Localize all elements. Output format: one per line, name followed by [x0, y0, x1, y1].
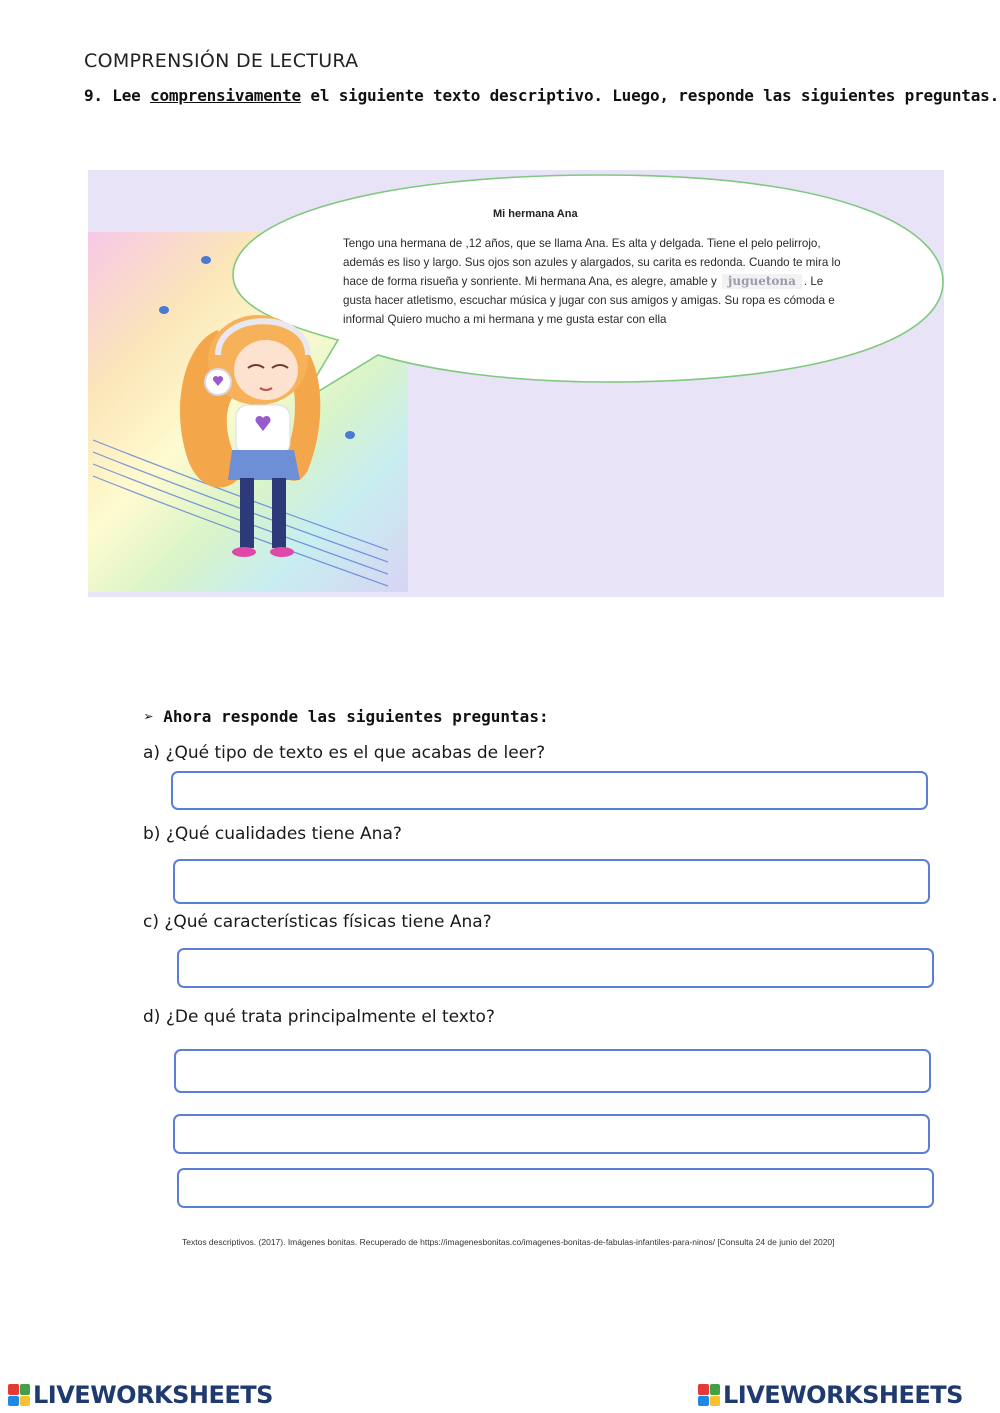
instruction-text [84, 86, 999, 105]
story-text [343, 234, 843, 329]
answer-c-input[interactable] [177, 948, 934, 988]
girl-with-headphones [148, 270, 368, 570]
story-blank-word: juguetona [722, 274, 802, 289]
questions-header [144, 707, 549, 726]
story-title: Mi hermana Ana [493, 208, 578, 220]
story-text-after: . Le gusta hacer atletismo, escuchar música y jugar con sus amigos y amigas. Su ropa es cómoda e informal Quiero mucho a mi hermana y me gusta estar con ella [343, 275, 835, 326]
instruction-prefix: 9. Lee [84, 86, 151, 105]
section-title: COMPRENSIÓN DE LECTURA [84, 50, 359, 72]
instruction-suffix: el siguiente texto descriptivo. Luego, responde las siguientes preguntas. [300, 86, 999, 105]
reading-illustration [88, 170, 944, 597]
story-text-before: Tengo una hermana de ,12 años, que se llama Ana. Es alta y delgada. Tiene el pelo pelirrojo, además es liso y largo. Sus ojos son azules y alargados, su carita es redonda. Cuando te mira lo hace de forma risueña y sonriente. Mi hermana Ana, es alegre, amable y [343, 237, 841, 288]
answer-d-input-1[interactable] [174, 1049, 931, 1093]
liveworksheets-logo-icon [698, 1384, 720, 1406]
liveworksheets-logo-text: LIVEWORKSHEETS [33, 1381, 273, 1409]
instruction-underlined-word: comprensivamente [150, 86, 301, 105]
questions-header-label: Ahora responde las siguientes preguntas: [163, 707, 549, 726]
question-b-label: b) ¿Qué cualidades tiene Ana? [143, 824, 402, 844]
liveworksheets-logo-right[interactable] [698, 1380, 963, 1410]
answer-a-input[interactable] [171, 771, 928, 810]
answer-b-input[interactable] [173, 859, 930, 904]
answer-d-input-2[interactable] [173, 1114, 930, 1154]
liveworksheets-logo-icon [8, 1384, 30, 1406]
question-d-label: d) ¿De qué trata principalmente el texto? [143, 1007, 495, 1027]
image-citation: Textos descriptivos. (2017). Imágenes bonitas. Recuperado de https://imagenesbonitas.co/imagenes-bonitas-de-fabulas-infantiles-para-ninos/ [Consulta 24 de junio del 2020] [182, 1237, 835, 1247]
arrow-bullet-icon: ➢ [144, 707, 164, 726]
question-c-label: c) ¿Qué características físicas tiene Ana? [143, 912, 492, 932]
liveworksheets-logo-text: LIVEWORKSHEETS [723, 1381, 963, 1409]
answer-d-input-3[interactable] [177, 1168, 934, 1208]
liveworksheets-logo-left[interactable] [8, 1380, 273, 1410]
question-a-label: a) ¿Qué tipo de texto es el que acabas de leer? [143, 743, 546, 763]
